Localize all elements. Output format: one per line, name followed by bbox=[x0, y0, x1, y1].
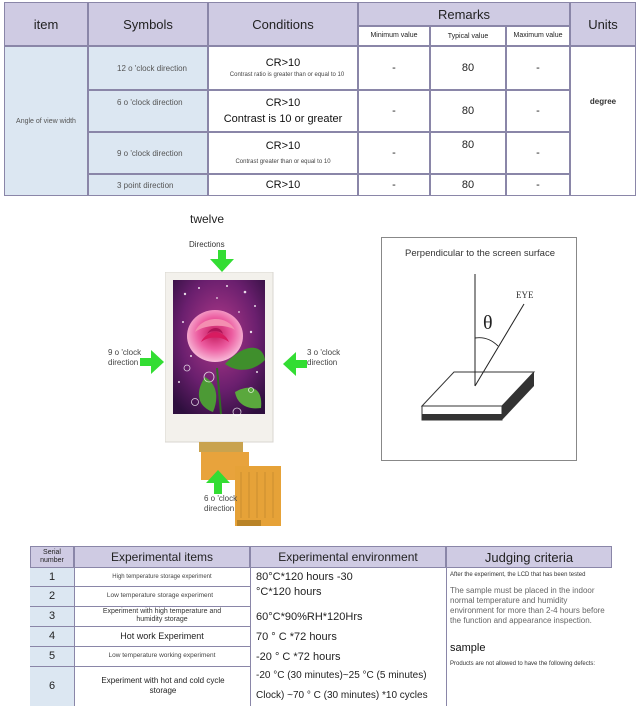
symbol-3: 3 point direction bbox=[88, 174, 208, 196]
typ-value: 80 bbox=[430, 174, 506, 196]
reliability-table bbox=[30, 546, 612, 706]
arrow-down-icon bbox=[210, 250, 234, 272]
env-5: -20 ° C *72 hours bbox=[256, 651, 341, 663]
item-4: Hot work Experiment bbox=[120, 631, 204, 641]
serial-1: 1 bbox=[48, 571, 56, 583]
item-label: Angle of view width bbox=[4, 46, 88, 196]
env-6a: -20 °C (30 minutes)~25 °C (5 minutes) bbox=[256, 669, 427, 681]
condition-note: Contrast greater than or equal to 10 bbox=[235, 159, 331, 165]
header-conditions: Conditions bbox=[208, 2, 358, 46]
header-judging-criteria: Judging criteria bbox=[446, 546, 612, 568]
nine-oclock-label: 9 o 'clock direction bbox=[108, 348, 142, 367]
eye-label: EYE bbox=[516, 290, 534, 300]
twelve-label: twelve bbox=[190, 212, 225, 226]
arrow-right-icon bbox=[140, 350, 164, 374]
directions-label: Directions bbox=[189, 240, 225, 249]
theta-label: θ bbox=[483, 312, 493, 334]
condition-main: CR>10 bbox=[265, 140, 301, 152]
item-6: Experiment with hot and cold cycle storage bbox=[101, 676, 225, 695]
perpendicular-title: Perpendicular to the screen surface bbox=[405, 248, 555, 259]
typ-value: 80 bbox=[430, 132, 506, 174]
header-item: item bbox=[4, 2, 88, 46]
viewing-angle-table bbox=[4, 2, 636, 196]
item-1: High temperature storage experiment bbox=[112, 574, 212, 580]
env-2: °C*120 hours bbox=[256, 586, 322, 598]
condition-12 bbox=[208, 46, 358, 90]
header-units: Units bbox=[570, 2, 636, 46]
serial-3: 3 bbox=[48, 610, 56, 622]
header-symbols: Symbols bbox=[88, 2, 208, 46]
min-value: - bbox=[358, 132, 430, 174]
env-4: 70 ° C *72 hours bbox=[256, 631, 337, 643]
max-value: - bbox=[506, 174, 570, 196]
typ-value: 80 bbox=[430, 90, 506, 132]
min-value: - bbox=[358, 90, 430, 132]
condition-3: CR>10 bbox=[208, 174, 358, 196]
header-remarks: Remarks bbox=[358, 2, 570, 26]
judging-defects: Products are not allowed to have the following defects: bbox=[450, 661, 596, 667]
serial-5: 5 bbox=[48, 650, 56, 662]
condition-note: Contrast is 10 or greater bbox=[223, 113, 343, 125]
condition-main: CR>10 bbox=[265, 97, 301, 109]
header-serial: Serial number bbox=[30, 546, 74, 568]
judging-line1: After the experiment, the LCD that has been tested bbox=[450, 572, 586, 578]
header-experimental-environment: Experimental environment bbox=[250, 546, 446, 568]
arrow-up-icon bbox=[206, 470, 230, 494]
symbol-9: 9 o 'clock direction bbox=[88, 132, 208, 174]
three-oclock-label: 3 o 'clock direction bbox=[307, 348, 341, 367]
arrow-left-icon bbox=[283, 352, 307, 376]
min-value: - bbox=[358, 174, 430, 196]
viewing-angle-drawing bbox=[382, 238, 578, 462]
condition-6 bbox=[208, 90, 358, 132]
serial-2: 2 bbox=[48, 590, 56, 602]
item-2: Low temperature storage experiment bbox=[106, 592, 214, 599]
serial-4: 4 bbox=[48, 630, 56, 642]
env-1: 80°C*120 hours -30 bbox=[256, 571, 353, 583]
header-minimum: Minimum value bbox=[358, 26, 430, 46]
header-experimental-items: Experimental items bbox=[74, 546, 250, 568]
symbol-12: 12 o 'clock direction bbox=[88, 46, 208, 90]
min-value: - bbox=[358, 46, 430, 90]
max-value: - bbox=[506, 132, 570, 174]
max-value: - bbox=[506, 46, 570, 90]
item-5: Low temperature working experiment bbox=[108, 652, 216, 659]
header-typical: Typical value bbox=[430, 26, 506, 46]
header-maximum: Maximum value bbox=[506, 26, 570, 46]
max-value: - bbox=[506, 90, 570, 132]
serial-6: 6 bbox=[48, 680, 56, 692]
perpendicular-diagram bbox=[381, 237, 577, 461]
condition-main: CR>10 bbox=[265, 57, 301, 69]
env-3: 60°C*90%RH*120Hrs bbox=[256, 611, 363, 623]
units-value: degree bbox=[570, 46, 636, 196]
typ-value: 80 bbox=[430, 46, 506, 90]
judging-paragraph: The sample must be placed in the indoor normal temperature and humidity environment for more than 2-4 hours before the function and appearance inspection. bbox=[450, 586, 605, 625]
item-3: Experiment with high temperature and humidity storage bbox=[102, 608, 222, 623]
symbol-6: 6 o 'clock direction bbox=[88, 90, 208, 132]
env-6b: Clock) ~70 ° C (30 minutes) *10 cycles bbox=[256, 689, 428, 701]
judging-sample: sample bbox=[450, 642, 486, 654]
six-oclock-label: 6 o 'clock direction bbox=[204, 494, 238, 513]
condition-note: Contrast ratio is greater than or equal to 10 bbox=[229, 72, 345, 78]
condition-9 bbox=[208, 132, 358, 174]
